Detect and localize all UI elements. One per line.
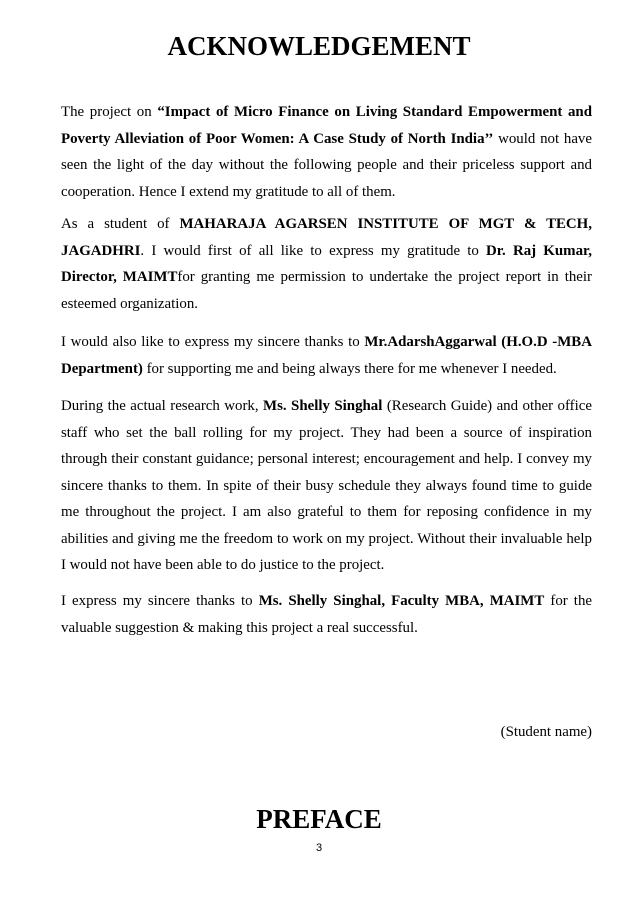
text-segment: I would also like to express my sincere thanks to	[61, 334, 365, 350]
text-segment: for supporting me and being always there for me whenever I needed.	[142, 360, 557, 377]
director-name: Dr. Raj Kumar, Director, MAIMT	[61, 242, 592, 285]
paragraph-institute	[61, 211, 592, 317]
text-segment: (Research Guide) and other office staff who set the ball rolling for my project. They had been a source of inspiration through their constant guidance; personal interest; encouragement and help. I convey my sincere thanks to them. In spite of their busy schedule they always found time to guide me throughout the project. I am also grateful to them for reposing confidence in my abilities and giving me the freedom to work on my project. Without their invaluable help I would not have been able to do justice to the project.	[61, 398, 592, 573]
text-segment: The project on	[61, 104, 158, 120]
paragraph-hod-thanks	[61, 329, 592, 382]
text-segment: I express my sincere thanks to	[61, 593, 259, 609]
guide-name: Ms. Shelly Singhal	[263, 398, 383, 414]
hod-name: Mr.AdarshAggarwal (H.O.D -MBA Department)	[61, 334, 592, 377]
student-signature: (Student name)	[500, 724, 592, 740]
preface-heading: PREFACE	[256, 804, 382, 834]
faculty-name: Ms. Shelly Singhal, Faculty MBA, MAIMT	[258, 593, 545, 609]
acknowledgement-heading: ACKNOWLEDGEMENT	[167, 31, 471, 61]
project-title: “Impact of Micro Finance on Living Standard Empowerment and Poverty Alleviation of Poor Women: A Case Study of North India’’	[61, 104, 592, 147]
institute-name: MAHARAJA AGARSEN INSTITUTE OF MGT & TECH, JAGADHRI	[61, 216, 592, 259]
text-segment: for granting me permission to undertake the project report in their esteemed organization.	[61, 269, 592, 312]
text-segment: would not have seen the light of the day without the following people and their priceless support and cooperation. Hence I extend my gratitude to all of them.	[61, 130, 592, 200]
paragraph-project-intro	[61, 99, 592, 205]
text-segment: As a student of	[61, 216, 180, 232]
text-segment: During the actual research work,	[61, 398, 264, 414]
text-segment: . I would first of all like to express my gratitude to	[140, 242, 487, 259]
paragraph-research-guide	[61, 393, 592, 579]
text-segment: for the valuable suggestion & making this project a real successful.	[61, 593, 592, 636]
page-number: 3	[315, 842, 323, 854]
paragraph-faculty-thanks	[61, 588, 592, 641]
